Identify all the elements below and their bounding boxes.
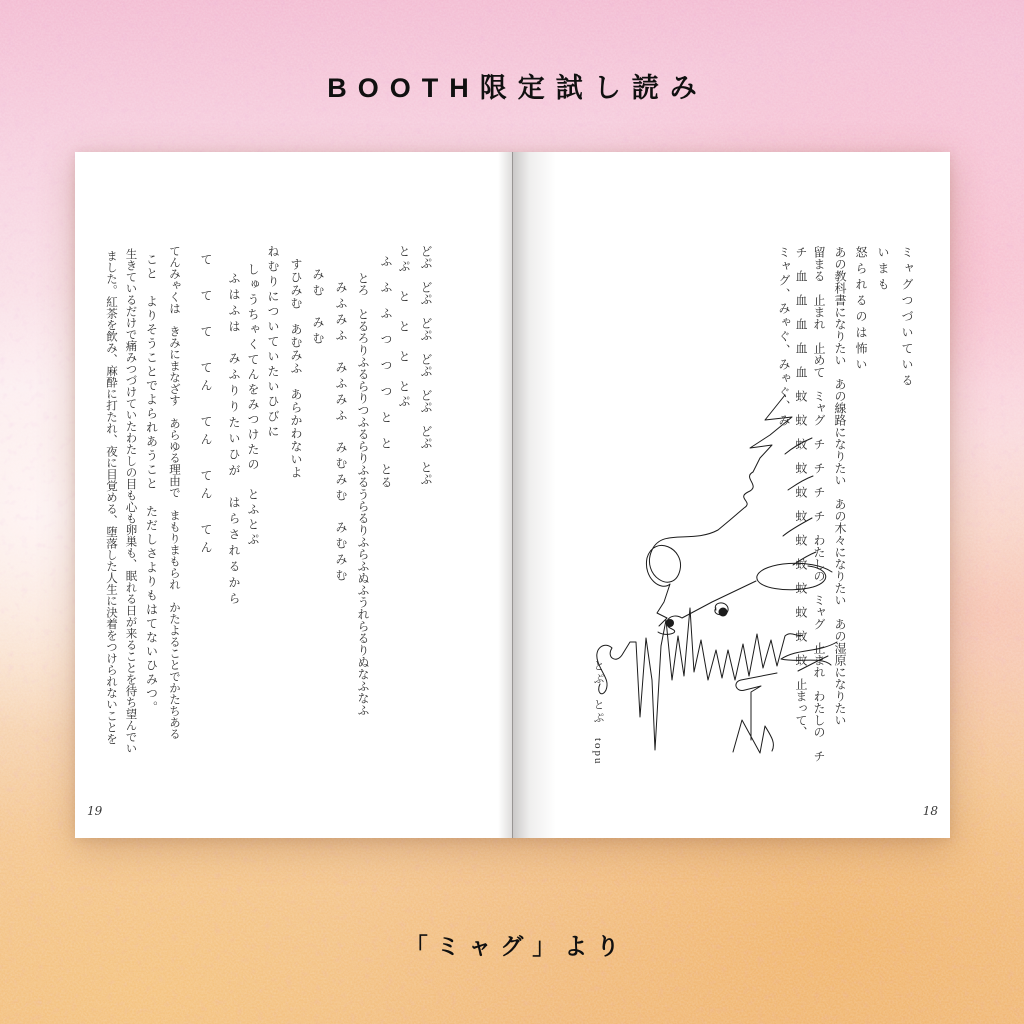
right-poem-column: 怒られるのは怖い [854,246,868,374]
left-poem-column: とぷ と と と とぷ [397,245,411,410]
page-number-right: 18 [922,804,938,818]
right-poem-column: チ 血 血 血 血 血 蚊 蚊 蚊 蚊 蚊 蚊 蚊 蚊 蚊 蚊 蚊 蚊 止まって、 [794,246,808,738]
left-page-text [105,243,433,768]
left-poem-column: みむ みむ [311,268,325,348]
right-poem-column: ミャグ、みゃぐ、みゃぐ、み [777,246,791,428]
left-poem-column: とろ とるろりふるらりつふるらりふるうらるりふらふぬふうれらるりぬなふなふ [356,272,370,716]
book-spread [75,152,950,838]
header-title: BOOTH限定試し読み [327,73,708,103]
footer-caption: 「ミャグ」より [404,933,629,959]
left-poem-column: どぷ どぷ どぷ どぷ どぷ どぷ とぷ [419,245,433,485]
spine-shadow [512,152,556,838]
left-poem-column: みふみふ みふみふ みむみむ みむみむ [334,281,348,585]
left-poem-column: 生きているだけで痛みつづけていたわたしの目も心も卵巣も、眠れる日が来ることを待ち望んでい [124,248,137,754]
spine-shadow [498,152,512,838]
left-poem-column: ました。紅茶を飲み、麻酔に打たれ、夜に目覚める、堕落した人生に決着をつけられないことを [105,250,117,745]
left-poem-column: ふはふは みふりりたいひが はらされるから [227,272,241,608]
left-poem-column: ねむりについていたいひびに [266,245,280,440]
left-poem-column: て て て てん てん てん てん [199,253,213,559]
left-poem-column: しゅうちゃくてんをみつけたの とふとぷ [246,263,260,548]
left-poem-column: すひみむ あむみふ あらかわないよ [289,258,303,479]
right-poem-column: あの教科書になりたい あの線路になりたい あの木々になりたい あの湿原になりたい [833,246,847,726]
gutter-onomatopoeia: とぷ とぷ topu [592,660,604,766]
right-page-text [778,246,913,786]
right-poem-column: 留まる 止まれ 止めて ミャグ チ チ チ チ わたしの ミャグ 止まれ わたしの チ [812,246,826,762]
right-page [512,152,950,838]
spine-line [512,152,513,838]
page-number-left: 19 [87,804,103,818]
right-poem-column: いまも [876,246,890,294]
left-poem-column: ふ ふ ふ つ つ つ と と とる [379,255,393,489]
left-poem-column: こと よりそうことでよられあうこと ただしさよりもはてないひみつ。 [144,253,159,715]
right-poem-column: ミャグつづいている [900,246,914,390]
left-poem-column: てんみゃくは きみにまなざす あらゆる理由で まもりまもられ かたよることでかたちある [168,245,180,740]
left-page [75,152,512,838]
